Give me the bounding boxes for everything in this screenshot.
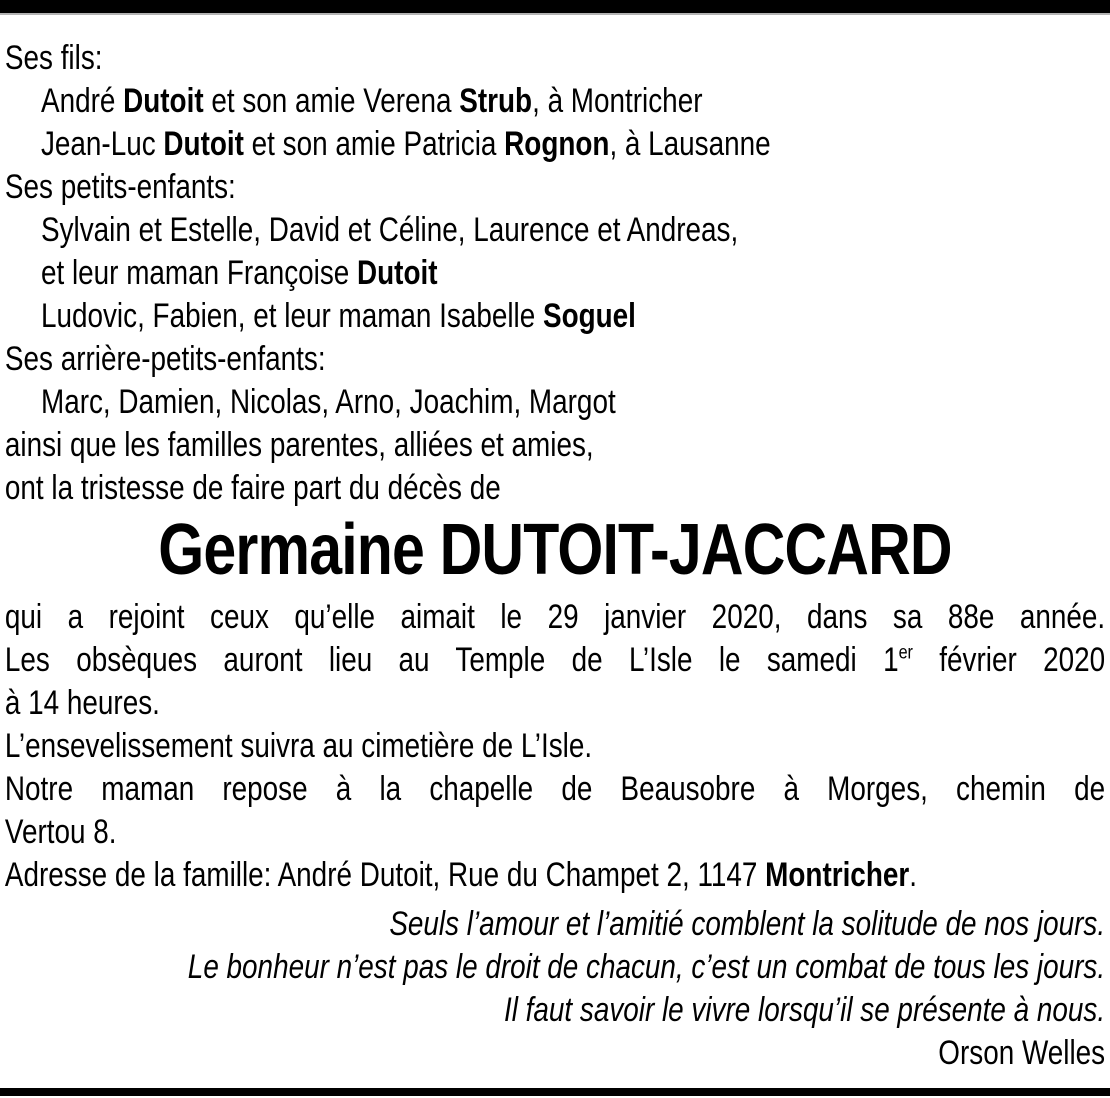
- quote-line: Seuls l’amour et l’amitié comblent la solitude de nos jours.: [389, 905, 1106, 943]
- notice-content: [0, 15, 1110, 1075]
- quote-block: [5, 903, 1105, 1075]
- family-line: et leur maman Françoise Dutoit: [40, 254, 438, 292]
- family-line: ont la tristesse de faire part du décès de: [4, 469, 501, 507]
- family-line: Sylvain et Estelle, David et Céline, Laurence et Andreas,: [40, 211, 739, 249]
- family-line: Marc, Damien, Nicolas, Arno, Joachim, Margot: [40, 383, 616, 421]
- detail-line: à 14 heures.: [4, 684, 160, 722]
- quote-line: Le bonheur n’est pas le droit de chacun, c’est un combat de tous les jours.: [187, 948, 1106, 986]
- details-block: [5, 596, 1105, 897]
- family-line: Jean-Luc Dutoit et son amie Patricia Rognon, à Lausanne: [40, 125, 771, 163]
- detail-line: Adresse de la famille: André Dutoit, Rue du Champet 2, 1147 Montricher.: [4, 856, 917, 894]
- family-line: Ses fils:: [4, 39, 103, 77]
- family-line: Ludovic, Fabien, et leur maman Isabelle Soguel: [40, 297, 636, 335]
- quote-line: Il faut savoir le vivre lorsqu’il se présente à nous.: [503, 991, 1106, 1029]
- attribution: Orson Welles: [938, 1034, 1106, 1072]
- family-block: [5, 37, 1105, 510]
- detail-line: qui a rejoint ceux qu’elle aimait le 29 janvier 2020, dans sa 88e année.: [4, 598, 1106, 636]
- family-line: Ses arrière-petits-enfants:: [4, 340, 326, 378]
- family-line: Ses petits-enfants:: [4, 168, 236, 206]
- top-rule: [0, 0, 1110, 13]
- family-line: ainsi que les familles parentes, alliées et amies,: [4, 426, 594, 464]
- detail-line: Notre maman repose à la chapelle de Beausobre à Morges, chemin de: [4, 770, 1106, 808]
- family-line: André Dutoit et son amie Verena Strub, à Montricher: [40, 82, 703, 120]
- bottom-rule: [0, 1088, 1110, 1096]
- detail-line: Les obsèques auront lieu au Temple de L’Isle le samedi 1er février 2020: [4, 641, 1106, 679]
- detail-line: L’ensevelissement suivra au cimetière de L’Isle.: [4, 727, 593, 765]
- deceased-name: Germaine DUTOIT-JACCARD: [158, 510, 952, 590]
- detail-line: Vertou 8.: [4, 813, 117, 851]
